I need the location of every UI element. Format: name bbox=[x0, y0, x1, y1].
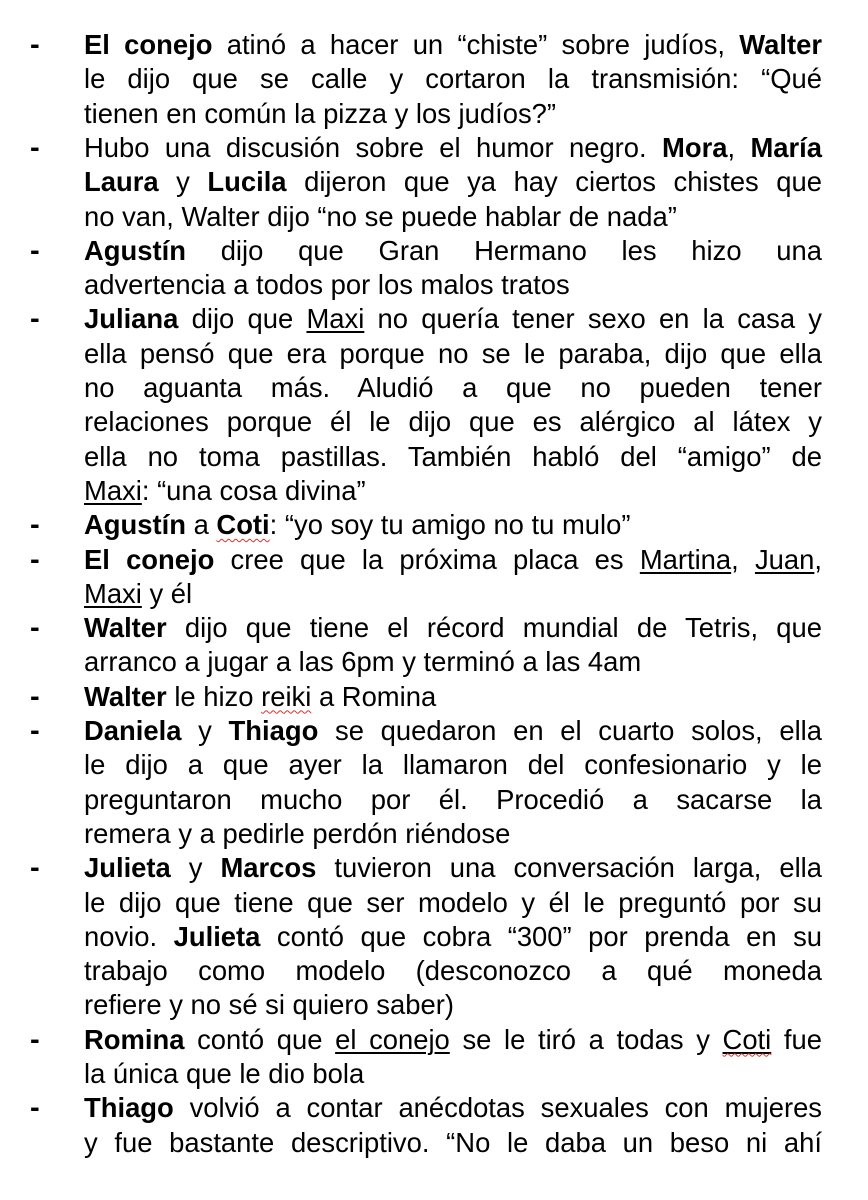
text-segment: contó que bbox=[184, 1023, 336, 1055]
underlined-text: Maxi bbox=[306, 303, 365, 335]
text-segment: y bbox=[181, 715, 229, 746]
text-line bbox=[84, 131, 822, 165]
text-line bbox=[84, 165, 822, 199]
text-segment: , bbox=[731, 543, 755, 575]
text-line bbox=[84, 783, 822, 817]
text-segment: , bbox=[727, 131, 751, 163]
text-line bbox=[84, 1126, 822, 1160]
bold-name: Julieta bbox=[173, 920, 261, 952]
text-line bbox=[84, 474, 822, 508]
text-line bbox=[84, 234, 822, 268]
bullet-dash: - bbox=[30, 543, 40, 576]
bullet-dash: - bbox=[30, 131, 40, 164]
bullet-dash: - bbox=[30, 1092, 40, 1125]
text-segment: se le tiró a todas y bbox=[449, 1023, 723, 1055]
bold-name: El conejo bbox=[84, 543, 215, 575]
text-line bbox=[84, 371, 822, 405]
bold-name: Marcos bbox=[220, 852, 317, 884]
text-segment: : “una cosa divina” bbox=[141, 474, 366, 506]
bullet-dash: - bbox=[30, 715, 40, 747]
text-line bbox=[84, 886, 822, 920]
text-segment: no quería tener sexo en la casa y bbox=[364, 303, 823, 335]
text-segment: le dijo que se calle y cortaron la transmisión: “Qué bbox=[84, 63, 822, 95]
text-line bbox=[84, 268, 822, 302]
text-line bbox=[84, 28, 822, 62]
text-line bbox=[84, 851, 822, 885]
bold-name: Mora bbox=[662, 131, 728, 163]
text-line bbox=[84, 337, 822, 371]
text-segment: tuvieron una conversación larga, ella bbox=[316, 852, 822, 884]
text-line bbox=[84, 611, 822, 645]
bold-name: Juliana bbox=[84, 303, 179, 335]
text-line bbox=[84, 680, 822, 714]
text-line bbox=[84, 200, 822, 234]
text-line bbox=[84, 405, 822, 439]
text-line bbox=[84, 1057, 822, 1091]
text-segment: dijo que bbox=[178, 303, 307, 335]
text-segment: relaciones porque él le dijo que es alérgico al látex y bbox=[84, 406, 822, 438]
text-segment: refiere y no sé si quiero saber) bbox=[84, 989, 454, 1021]
bold-name: Daniela bbox=[84, 715, 182, 746]
bullet-dash: - bbox=[30, 612, 40, 645]
text-segment: ella no toma pastillas. También habló del “amigo” de bbox=[84, 440, 822, 472]
text-segment: no aguanta más. Aludió a que no pueden tener bbox=[84, 372, 822, 403]
text-line bbox=[84, 302, 822, 336]
text-segment: advertencia a todos por los malos tratos bbox=[84, 269, 570, 301]
text-line bbox=[84, 954, 822, 988]
text-segment: la única que le dio bola bbox=[84, 1058, 365, 1089]
text-segment: ella pensó que era porque no se le paraba, dijo que ella bbox=[84, 337, 822, 369]
text-segment: y bbox=[170, 852, 221, 884]
text-segment: preguntaron mucho por él. Procedió a sacarse la bbox=[84, 783, 822, 815]
text-segment: tienen en común la pizza y los judíos?” bbox=[84, 97, 556, 129]
text-segment: dijo que tiene el récord mundial de Tetris, que bbox=[166, 612, 822, 644]
bold-name: Laura bbox=[84, 166, 159, 198]
text-line bbox=[84, 1091, 822, 1125]
text-line bbox=[84, 1023, 822, 1057]
text-segment: atinó a hacer un “chiste” sobre judíos, bbox=[212, 29, 740, 60]
bullet-dash: - bbox=[30, 234, 40, 267]
bold-name: Walter bbox=[84, 680, 167, 712]
text-line bbox=[84, 508, 822, 542]
text-segment: y fue bastante descriptivo. “No le daba un beso ni ahí bbox=[84, 1126, 822, 1158]
text-segment: dijo que Gran Hermano les hizo una bbox=[185, 234, 822, 266]
text-segment: trabajo como modelo (desconozco a qué moneda bbox=[84, 955, 822, 987]
bold-name: Thiago bbox=[84, 1092, 174, 1124]
text-segment: fue bbox=[771, 1023, 822, 1055]
bold-name: Coti bbox=[216, 509, 270, 541]
text-line bbox=[84, 62, 822, 96]
bullet-dash: - bbox=[30, 852, 40, 885]
text-segment: arranco a jugar a las 6pm y terminó a las 4am bbox=[84, 646, 642, 678]
text-line bbox=[84, 577, 822, 611]
text-segment: no van, Walter dijo “no se puede hablar de nada” bbox=[84, 200, 677, 232]
text-segment: Hubo una discusión sobre el humor negro. bbox=[84, 131, 663, 163]
text-segment: volvió a contar anécdotas sexuales con mujeres bbox=[173, 1092, 822, 1124]
bullet-dash: - bbox=[30, 680, 40, 713]
text-segment: cree que la próxima placa es bbox=[214, 543, 640, 575]
text-segment: le dijo a que ayer la llamaron del confesionario y le bbox=[84, 749, 822, 781]
bold-name: Agustín bbox=[84, 234, 186, 266]
bold-name: Walter bbox=[739, 29, 822, 60]
text-line bbox=[84, 440, 822, 474]
text-segment: y bbox=[158, 166, 208, 198]
text-segment: se quedaron en el cuarto solos, ella bbox=[318, 715, 822, 746]
text-line bbox=[84, 748, 822, 782]
text-segment: contó que cobra “300” por prenda en su bbox=[260, 920, 823, 952]
bold-name: Agustín bbox=[84, 509, 186, 541]
underlined-text: Martina bbox=[639, 543, 732, 575]
bullet-dash: - bbox=[30, 303, 40, 336]
text-segment: , bbox=[814, 543, 822, 575]
bold-name: Julieta bbox=[84, 852, 171, 884]
text-segment: le hizo bbox=[166, 680, 262, 712]
bullet-dash: - bbox=[30, 509, 40, 542]
text-segment: a bbox=[185, 509, 217, 541]
text-line bbox=[84, 97, 822, 131]
bold-name: María bbox=[750, 131, 822, 163]
text-segment: remera y a pedirle perdón riéndose bbox=[84, 817, 511, 849]
text-segment: y él bbox=[141, 577, 193, 609]
text-segment: le dijo que tiene que ser modelo y él le preguntó por su bbox=[84, 886, 822, 918]
underlined-text: Maxi bbox=[84, 474, 142, 506]
text-segment: a Romina bbox=[311, 680, 437, 712]
bold-name: Lucila bbox=[207, 166, 287, 198]
underlined-text: Maxi bbox=[84, 577, 142, 609]
bold-name: Romina bbox=[84, 1023, 185, 1055]
text-line bbox=[84, 920, 822, 954]
text-line bbox=[84, 714, 822, 748]
text-line bbox=[84, 543, 822, 577]
underlined-text: el conejo bbox=[335, 1023, 450, 1055]
text-segment: dijeron que ya hay ciertos chistes que bbox=[286, 166, 822, 198]
text-segment: novio. bbox=[84, 920, 174, 952]
underlined-text: reiki bbox=[261, 680, 312, 712]
bullet-dash: - bbox=[30, 1023, 40, 1056]
bold-name: El conejo bbox=[84, 29, 213, 60]
bullet-dash: - bbox=[30, 29, 40, 61]
text-line bbox=[84, 988, 822, 1022]
bold-name: Walter bbox=[84, 612, 167, 644]
text-segment: : “yo soy tu amigo no tu mulo” bbox=[269, 509, 631, 541]
underlined-text: Coti bbox=[722, 1023, 772, 1055]
underlined-text: Juan bbox=[754, 543, 815, 575]
text-line bbox=[84, 817, 822, 851]
bold-name: Thiago bbox=[228, 715, 319, 746]
text-line bbox=[84, 645, 822, 679]
